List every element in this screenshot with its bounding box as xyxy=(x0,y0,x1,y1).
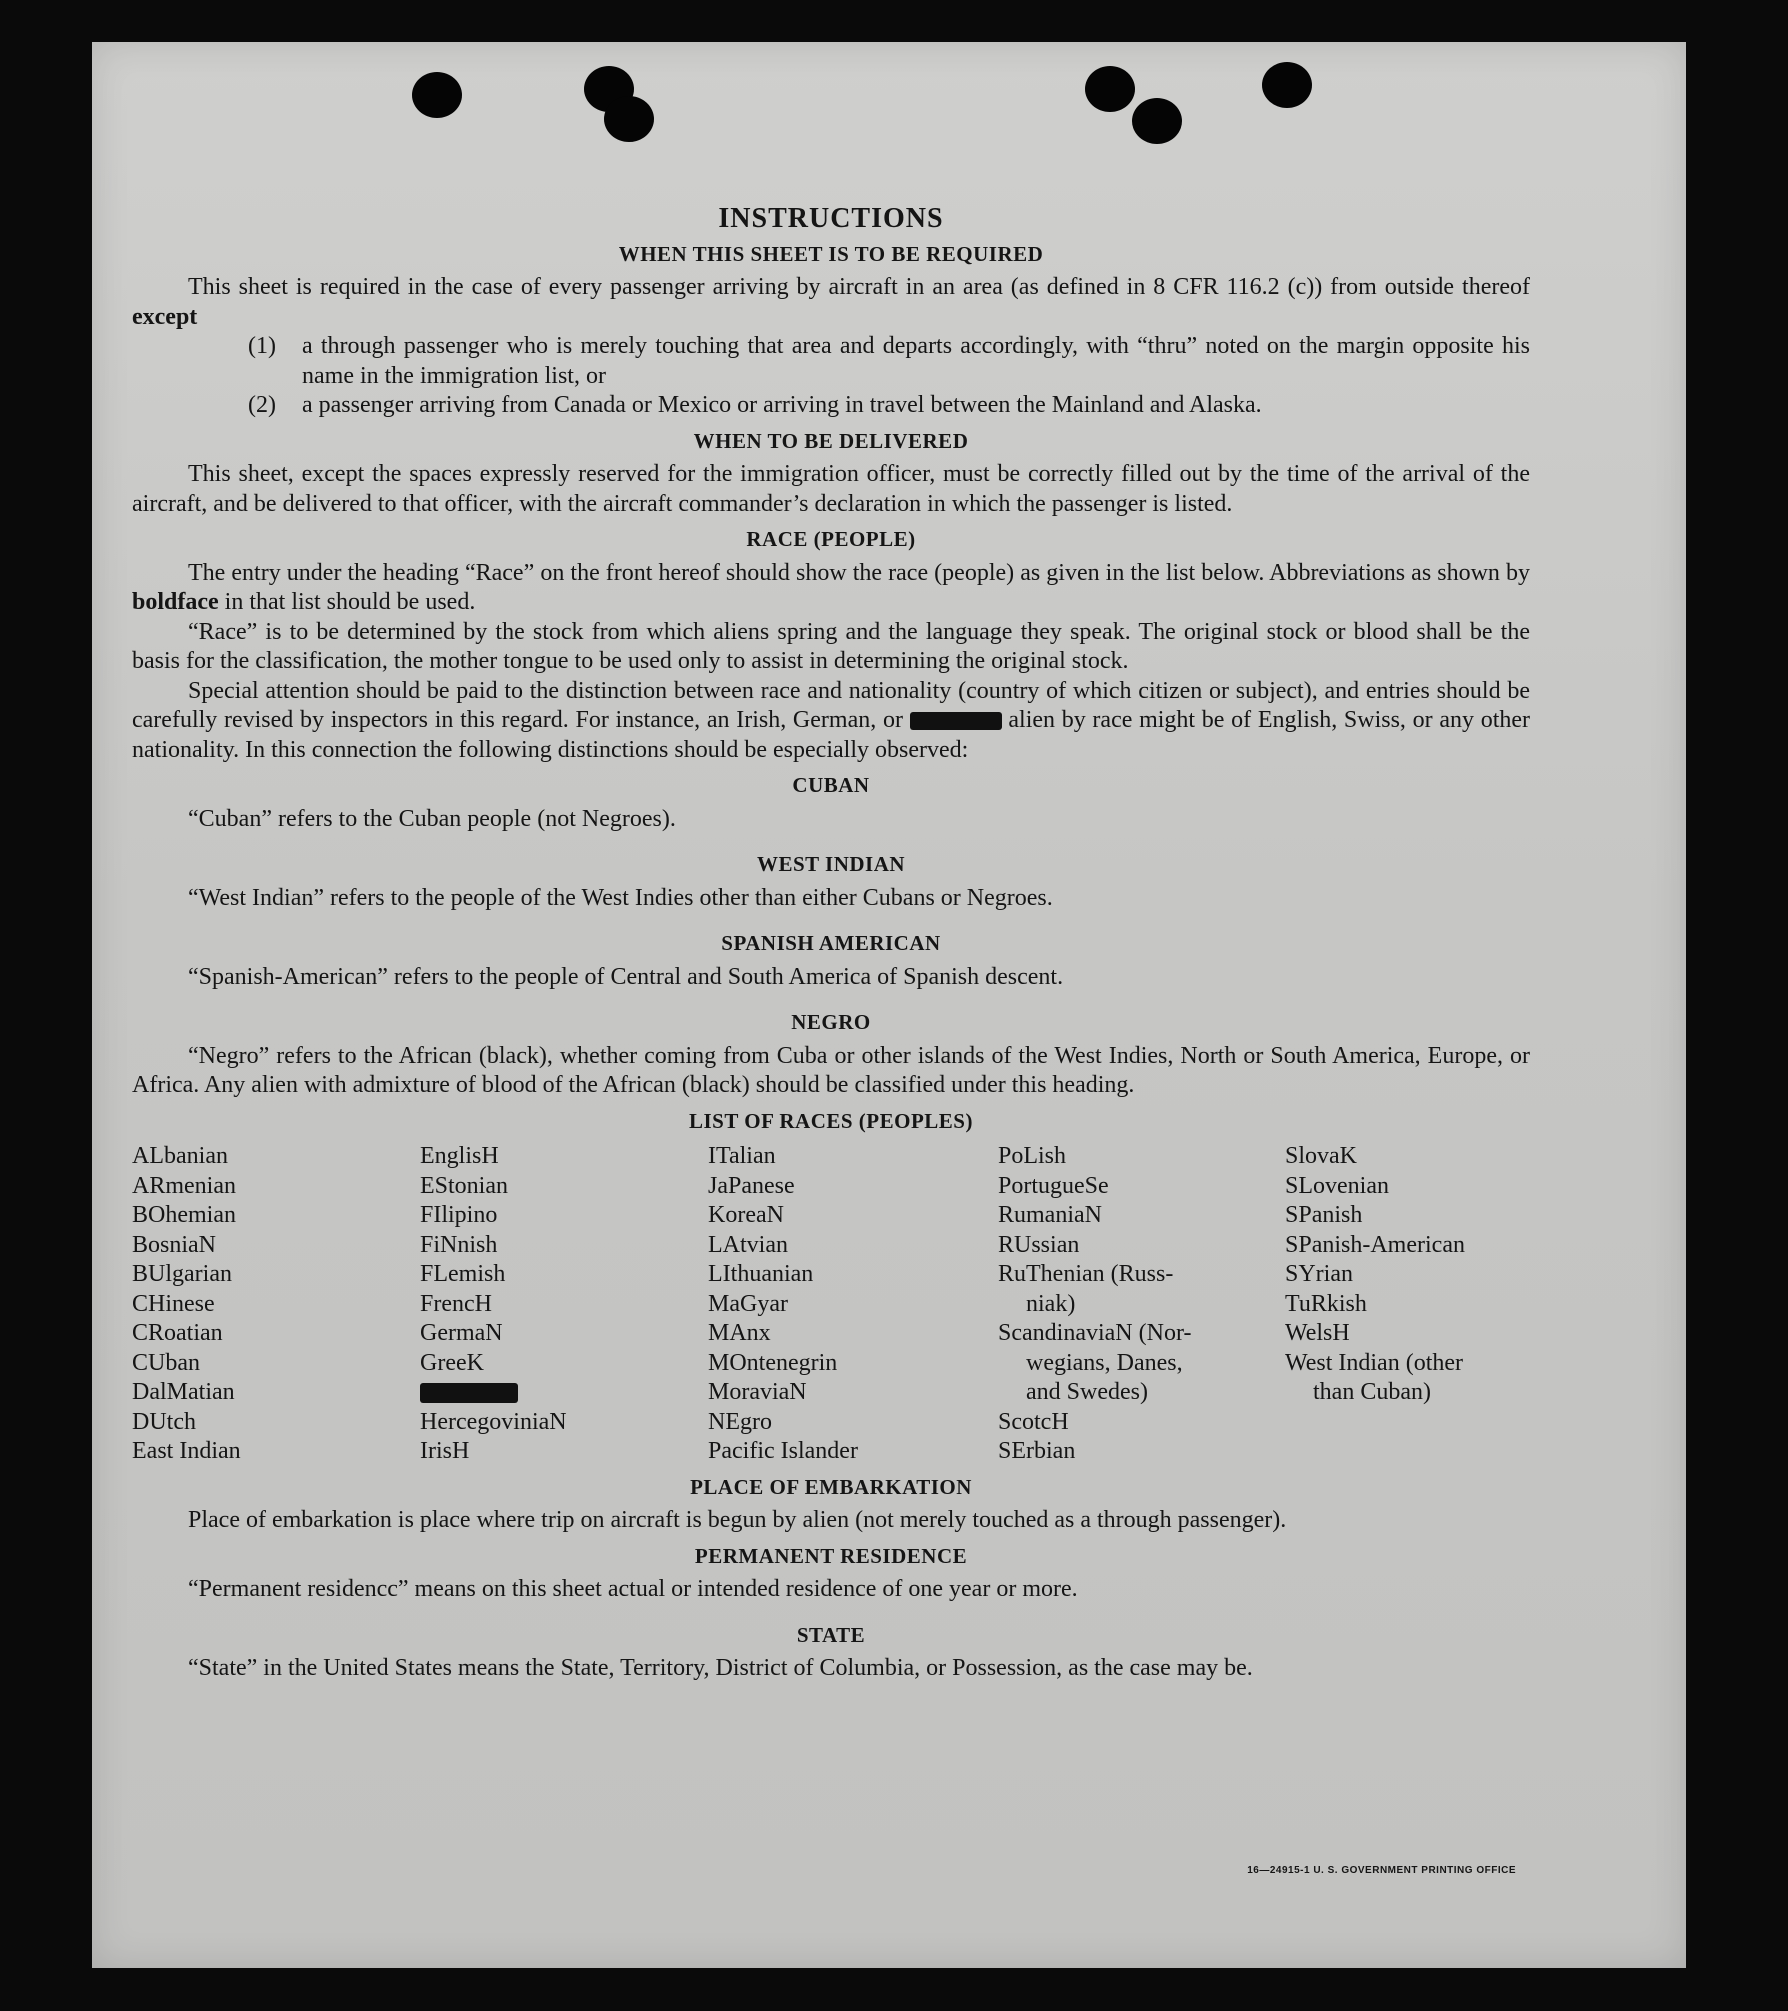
race-entry: SYrian xyxy=(1285,1261,1353,1287)
race-entry: PortugueSe xyxy=(998,1172,1109,1199)
race-paragraph-2: “Race” is to be determined by the stock from which aliens spring and the language they speak. The original stock or blood shall be the basis for the classification, the mother tongue to be used only to assist in determining the original stock. xyxy=(132,618,1530,674)
punch-hole xyxy=(1085,66,1135,112)
race-entry: FLemish xyxy=(420,1261,506,1287)
heading-race: RACE (PEOPLE) xyxy=(746,527,916,551)
races-column-4 xyxy=(998,1142,1285,1467)
race-entry: West Indian (other xyxy=(1285,1349,1464,1376)
race-entry: DalMatian xyxy=(132,1379,235,1405)
delivered-text: This sheet, except the spaces expressly reserved for the immigration officer, must be correctly filled out by the time of the arrival of the aircraft, and be delivered to that officer, with the aircraft commander’s declaration in which the passenger is listed. xyxy=(132,461,1530,517)
races-column-5 xyxy=(1285,1142,1530,1467)
races-list xyxy=(132,1142,1530,1467)
race-entry: than Cuban) xyxy=(1313,1379,1431,1405)
cuban-text: “Cuban” refers to the Cuban people (not Negroes). xyxy=(188,805,676,832)
races-column-1 xyxy=(132,1142,420,1467)
race-entry: SlovaK xyxy=(1285,1143,1357,1169)
embarkation-text: Place of embarkation is place where trip on aircraft is begun by alien (not merely touched as a through passenger). xyxy=(188,1507,1287,1533)
race-entry: ITalian xyxy=(708,1143,776,1169)
race-entry: ScandinaviaN (Nor- xyxy=(998,1320,1192,1346)
heading-cuban: CUBAN xyxy=(792,773,870,797)
punch-hole xyxy=(1262,62,1312,108)
race-entry: TuRkish xyxy=(1285,1290,1367,1317)
race-entry: MOntenegrin xyxy=(708,1349,838,1376)
punch-hole xyxy=(1132,98,1182,144)
races-column-3 xyxy=(708,1142,998,1467)
race-entry: JaPanese xyxy=(708,1172,795,1199)
race-entry: BUlgarian xyxy=(132,1261,232,1287)
race-entry: EnglisH xyxy=(420,1143,499,1169)
negro-text: “Negro” refers to the African (black), whether coming from Cuba or other islands of the West Indies, North or South America, Europe, or Africa. Any alien with admixture of blood of the African (black) should be classified under this heading. xyxy=(132,1042,1530,1098)
race-entry-redacted xyxy=(420,1378,708,1408)
punch-hole xyxy=(604,96,654,142)
printer-footer: 16—24915-1 U. S. GOVERNMENT PRINTING OFFICE xyxy=(1247,1865,1516,1876)
race-entry: ARmenian xyxy=(132,1172,236,1199)
race-entry: EStonian xyxy=(420,1172,508,1199)
race-entry: SPanish-American xyxy=(1285,1231,1465,1258)
race-entry: niak) xyxy=(1026,1290,1076,1317)
race-entry: CRoatian xyxy=(132,1320,223,1346)
redaction-mark xyxy=(420,1383,518,1403)
race-entry: FIlipino xyxy=(420,1202,498,1228)
heading-negro: NEGRO xyxy=(791,1010,871,1034)
race-entry: WelsH xyxy=(1285,1320,1350,1346)
heading-embarkation: PLACE OF EMBARKATION xyxy=(690,1474,972,1499)
race-entry: Pacific Islander xyxy=(708,1438,858,1464)
race-entry: RUssian xyxy=(998,1231,1080,1258)
race-entry: MAnx xyxy=(708,1320,771,1346)
race-entry: wegians, Danes, xyxy=(1026,1349,1183,1376)
heading-spanish-american: SPANISH AMERICAN xyxy=(721,931,941,955)
race-entry: DUtch xyxy=(132,1408,196,1435)
spanish-american-text: “Spanish-American” refers to the people of Central and South America of Spanish descent. xyxy=(188,963,1064,990)
state-text: “State” in the United States means the State, Territory, District of Columbia, or Possession, as the case may be. xyxy=(188,1655,1253,1681)
race-entry: SPanish xyxy=(1285,1202,1363,1228)
race-entry: and Swedes) xyxy=(1026,1379,1148,1405)
race-entry: PoLish xyxy=(998,1143,1067,1169)
heading-west-indian: WEST INDIAN xyxy=(756,852,906,876)
race-paragraph-3: Special attention should be paid to the distinction between race and nationality (country of which citizen or subject), and entries should be carefully revised by inspectors in this regard. For instance, an Irish, German, or alien by race might be of English, Swiss, or any other nationality. In this connection the following distinctions should be especially observed: xyxy=(132,677,1531,763)
race-entry: IrisH xyxy=(420,1438,470,1464)
race-entry: LIthuanian xyxy=(708,1261,814,1287)
race-entry: NEgro xyxy=(708,1408,772,1435)
race-entry: HercegoviniaN xyxy=(420,1408,567,1435)
instructions-body xyxy=(132,162,1530,1684)
race-entry: BosniaN xyxy=(132,1231,216,1258)
race-entry: FiNnish xyxy=(420,1231,498,1258)
race-entry: KoreaN xyxy=(708,1202,784,1228)
list-item: (1) a through passenger who is merely touching that area and departs accordingly, with “thru” noted on the margin opposite his name in the immigration list, or xyxy=(248,333,1530,389)
race-entry: BOhemian xyxy=(132,1202,236,1228)
race-entry: ScotcH xyxy=(998,1408,1069,1435)
race-entry: MoraviaN xyxy=(708,1379,807,1405)
race-entry: LAtvian xyxy=(708,1231,788,1258)
race-entry: FrencH xyxy=(420,1290,492,1317)
page-title: INSTRUCTIONS xyxy=(718,203,944,234)
redaction-mark xyxy=(910,712,1002,730)
race-entry: RuThenian (Russ- xyxy=(998,1261,1174,1287)
race-entry: East Indian xyxy=(132,1438,241,1464)
race-entry: CHinese xyxy=(132,1290,215,1317)
race-entry: SLovenian xyxy=(1285,1172,1389,1199)
document-sheet xyxy=(92,42,1686,1968)
race-paragraph-1: The entry under the heading “Race” on the front hereof should show the race (people) as given in the list below. Abbreviations as shown by boldface in that list should be used. xyxy=(132,559,1530,615)
race-entry: CUban xyxy=(132,1349,200,1376)
heading-state: STATE xyxy=(796,1622,866,1647)
race-entry: MaGyar xyxy=(708,1290,788,1317)
required-intro: This sheet is required in the case of every passenger arriving by aircraft in an area (as defined in 8 CFR 116.2 (c)) from outside thereof except xyxy=(132,274,1530,330)
west-indian-text: “West Indian” refers to the people of the West Indies other than either Cubans or Negroes. xyxy=(188,884,1053,911)
race-entry: RumaniaN xyxy=(998,1202,1102,1228)
punch-hole xyxy=(412,72,462,118)
races-column-2 xyxy=(420,1142,708,1467)
heading-required: WHEN THIS SHEET IS TO BE REQUIRED xyxy=(618,241,1044,266)
residence-text: “Permanent residencc” means on this sheet actual or intended residence of one year or more. xyxy=(188,1576,1078,1602)
race-entry: GreeK xyxy=(420,1349,484,1376)
race-entry: GermaN xyxy=(420,1320,503,1346)
race-entry: ALbanian xyxy=(132,1143,228,1169)
heading-list-of-races: LIST OF RACES (PEOPLES) xyxy=(689,1108,973,1133)
list-item: (2) a passenger arriving from Canada or Mexico or arriving in travel between the Mainland and Alaska. xyxy=(248,392,1262,418)
race-entry: SErbian xyxy=(998,1438,1076,1464)
heading-delivered: WHEN TO BE DELIVERED xyxy=(693,428,969,453)
heading-residence: PERMANENT RESIDENCE xyxy=(694,1543,968,1568)
